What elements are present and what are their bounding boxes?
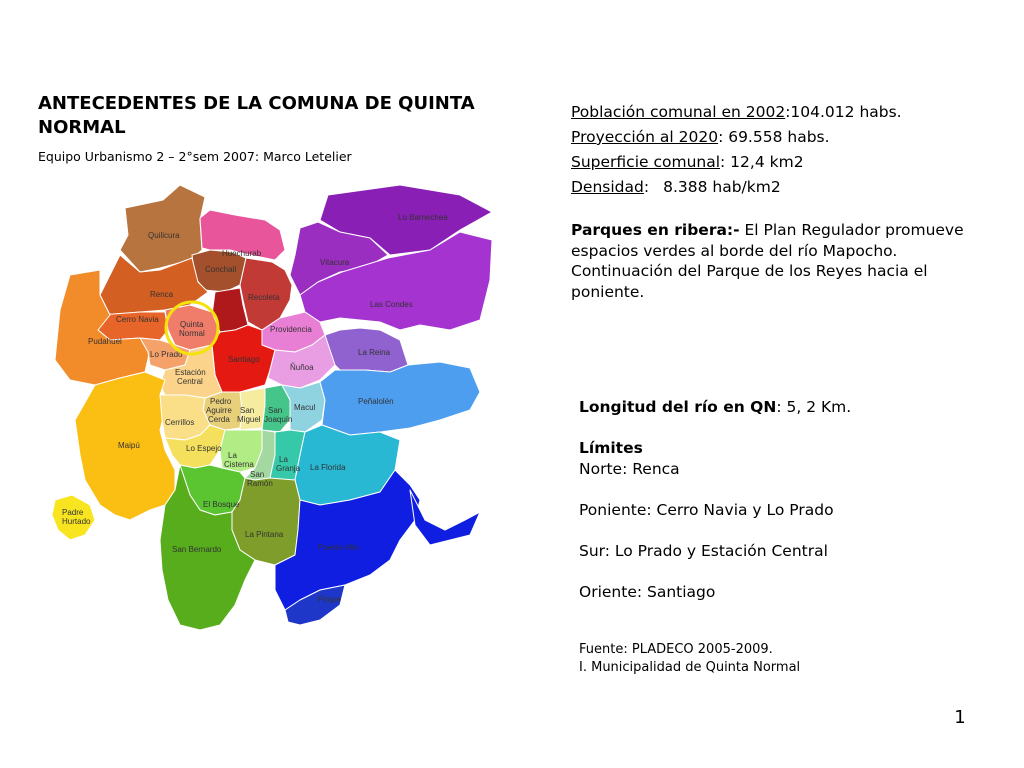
label-pedro-aguirre-cerda-3: Cerda <box>208 415 230 424</box>
proyeccion-label: Proyección al 2020 <box>571 128 719 146</box>
limite-oriente: Oriente: Santiago <box>579 582 716 601</box>
label-recoleta: Recoleta <box>248 293 280 302</box>
limits-block <box>579 397 879 602</box>
label-providencia: Providencia <box>270 325 312 334</box>
label-la-pintana: La Pintana <box>245 530 284 539</box>
label-quinta-normal-2: Normal <box>179 329 205 338</box>
label-estacion-central-2: Central <box>177 377 203 386</box>
superficie-value: : 12,4 km2 <box>720 153 804 171</box>
label-maipu: Maipú <box>118 441 140 450</box>
label-la-florida: La Florida <box>310 463 346 472</box>
label-la-reina: La Reina <box>358 348 391 357</box>
label-lo-barnechea: Lo Barnechea <box>398 213 448 222</box>
santiago-communes-map <box>40 180 510 635</box>
densidad-label: Densidad <box>571 178 644 196</box>
label-la-granja-2: Granja <box>276 464 301 473</box>
limite-norte: Norte: Renca <box>579 459 680 478</box>
limite-sur: Sur: Lo Prado y Estación Central <box>579 541 828 560</box>
label-la-cisterna-1: La <box>228 451 237 460</box>
densidad-value: 8.388 hab/km2 <box>663 178 781 196</box>
proyeccion-line <box>571 125 991 150</box>
label-quinta-normal-1: Quinta <box>180 320 204 329</box>
parques-label: Parques en ribera:- <box>571 221 740 239</box>
label-san-ramon-2: Ramón <box>247 479 273 488</box>
label-nunoa: Ñuñoa <box>290 363 314 372</box>
label-san-miguel-2: Miguel <box>237 415 261 424</box>
slide-number: 1 <box>954 707 966 728</box>
superficie-line <box>571 150 991 175</box>
poblacion-value: :104.012 habs. <box>785 103 902 121</box>
label-lo-espejo: Lo Espejo <box>186 444 222 453</box>
densidad-colon: : <box>643 178 650 196</box>
label-puente-alto: Puente Alto <box>318 543 359 552</box>
parques-text: El Plan Regulador promueve espacios verdes al borde del río Mapocho. Continuación del Parque de los Reyes hacia el poniente. <box>571 221 964 301</box>
limite-poniente: Poniente: Cerro Navia y Lo Prado <box>579 500 834 519</box>
label-san-miguel-1: San <box>240 406 255 415</box>
label-la-granja-1: La <box>279 455 288 464</box>
label-san-joaquin-1: San <box>268 406 283 415</box>
label-macul: Macul <box>294 403 316 412</box>
source-line-2: I. Municipalidad de Quinta Normal <box>579 660 801 675</box>
longitud-value: : 5, 2 Km. <box>776 398 852 416</box>
label-vitacura: Vitacura <box>320 258 350 267</box>
longitud-line <box>579 397 879 418</box>
slide-title: ANTECEDENTES DE LA COMUNA DE QUINTA NORMAL <box>38 93 475 138</box>
label-pirque: Pirque <box>318 595 342 604</box>
limites-heading: Límites <box>579 439 643 457</box>
statistics-block <box>571 100 991 200</box>
parques-paragraph <box>571 220 971 302</box>
label-padre-hurtado-1: Padre <box>62 508 84 517</box>
proyeccion-value: : 69.558 habs. <box>718 128 830 146</box>
label-san-bernardo: San Bernardo <box>172 545 222 554</box>
label-pedro-aguirre-cerda-2: Aguirre <box>206 406 232 415</box>
label-cerro-navia: Cerro Navia <box>116 315 159 324</box>
label-conchali: Conchalí <box>205 265 237 274</box>
label-san-joaquin-2: Joaquín <box>264 415 293 424</box>
label-lo-prado: Lo Prado <box>150 350 183 359</box>
label-santiago: Santiago <box>228 355 260 364</box>
label-pudahuel: Pudahuel <box>88 337 122 346</box>
label-huechuraba: Huechurab <box>222 249 262 258</box>
slide-subtitle: Equipo Urbanismo 2 – 2°sem 2007: Marco Letelier <box>38 149 352 164</box>
source-note <box>579 641 879 677</box>
label-padre-hurtado-2: Hurtado <box>62 517 91 526</box>
label-pedro-aguirre-cerda-1: Pedro <box>210 397 232 406</box>
superficie-label: Superficie comunal <box>571 153 721 171</box>
densidad-line <box>571 175 991 200</box>
commune-penalolen <box>320 362 480 435</box>
longitud-label: Longitud del río en QN <box>579 398 777 416</box>
label-san-ramon-1: San <box>250 470 265 479</box>
source-line-1: Fuente: PLADECO 2005-2009. <box>579 642 773 657</box>
label-la-cisterna-2: Cisterna <box>224 460 254 469</box>
label-penalolen: Peñalolén <box>358 397 394 406</box>
label-estacion-central-1: Estación <box>175 368 206 377</box>
poblacion-line <box>571 100 991 125</box>
label-el-bosque: El Bosque <box>203 500 240 509</box>
label-cerrillos: Cerrillos <box>165 418 195 427</box>
label-las-condes: Las Condes <box>370 300 413 309</box>
label-renca: Renca <box>150 290 174 299</box>
eastern-strip <box>410 490 480 545</box>
poblacion-label: Población comunal en 2002 <box>571 103 786 121</box>
label-quilicura: Quilicura <box>148 231 180 240</box>
